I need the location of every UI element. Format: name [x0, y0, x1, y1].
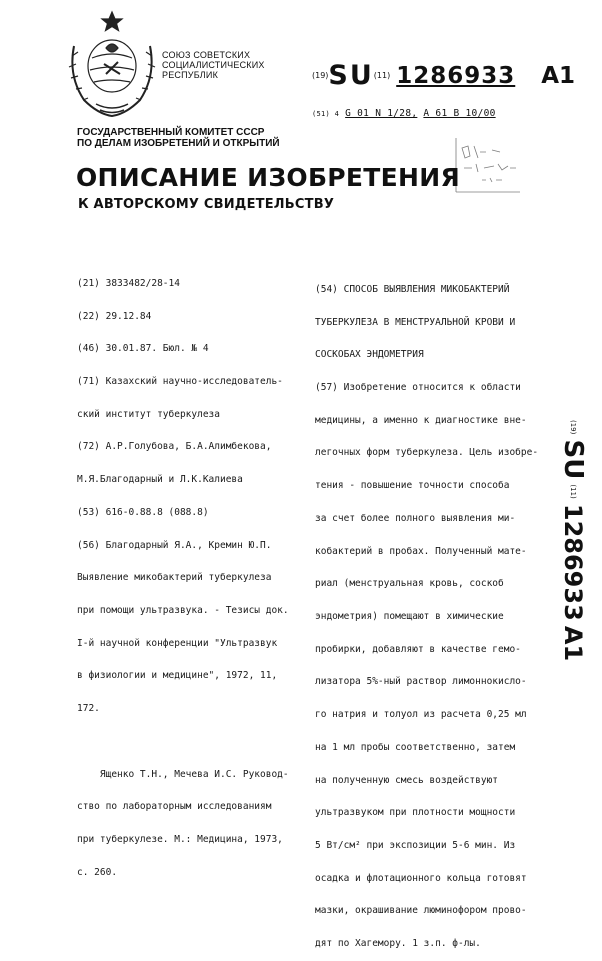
code-19: (19)	[312, 71, 329, 80]
abstract	[315, 263, 555, 961]
abstract-line: ультразвуком при плотности мощности	[315, 807, 516, 819]
spine-country-code: SU	[558, 439, 588, 480]
biblio-line	[77, 737, 309, 748]
abstract-line: го натрия и толуол из расчета 0,25 мл	[315, 709, 527, 721]
ussr-emblem-icon	[66, 8, 158, 120]
committee-line: ГОСУДАРСТВЕННЫЙ КОМИТЕТ СССР	[77, 127, 265, 138]
abstract-line: за счет более полного выявления ми-	[315, 512, 516, 524]
spine-code-19: (19)	[569, 420, 577, 435]
biblio-line: (72) А.Р.Голубова, Б.А.Алимбекова,	[77, 441, 272, 453]
biblio-line: при помощи ультразвука. - Тезисы док.	[77, 605, 289, 616]
patent-number: 1286933	[396, 62, 516, 89]
spine-number-area	[522, 420, 602, 700]
spine-code-11: (11)	[569, 484, 577, 499]
biblio-line: (71) Казахский научно-исследователь-	[77, 375, 283, 387]
abstract-line: легочных форм туберкулеза. Цель изобре-	[315, 447, 539, 459]
abstract-line: мазки, окрашивание люминофором прово-	[315, 905, 527, 917]
abstract-line: тения - повышение точности способа	[315, 480, 510, 492]
abstract-line: (54) СПОСОБ ВЫЯВЛЕНИЯ МИКОБАКТЕРИЙ	[315, 283, 510, 295]
abstract-line: дят по Хагемору. 1 з.п. ф-лы.	[315, 938, 481, 950]
spine-kind-code: A1	[559, 625, 587, 662]
kind-code: A1	[541, 62, 576, 89]
biblio-line: (22) 29.12.84	[77, 310, 152, 322]
country-line: СОЮЗ СОВЕТСКИХ	[162, 50, 251, 60]
abstract-line: СОСКОБАХ ЭНДОМЕТРИЯ	[315, 349, 424, 361]
biblio-line: при туберкулезе. М.: Медицина, 1973,	[77, 834, 283, 846]
biblio-line: (56) Благодарный Я.А., Кремин Ю.П.	[77, 539, 272, 551]
spine-patent-number: 1286933	[559, 503, 587, 621]
committee-line: ПО ДЕЛАМ ИЗОБРЕТЕНИЙ И ОТКРЫТИЙ	[77, 138, 280, 149]
ipc-class-b: A 61 B 10/00	[423, 108, 496, 119]
abstract-line: медицины, а именно к диагностике вне-	[315, 414, 527, 426]
country-line: СОЦИАЛИСТИЧЕСКИХ	[162, 60, 265, 70]
biblio-line: в физиологии и медицине", 1972, 11,	[77, 670, 278, 682]
abstract-line: на 1 мл пробы соответственно, затем	[315, 741, 516, 753]
abstract-line: (57) Изобретение относится к области	[315, 381, 521, 393]
biblio-line: ский институт туберкулеза	[77, 408, 220, 420]
library-stamp-icon	[452, 134, 524, 196]
biblio-line: Выявление микобактерий туберкулеза	[77, 572, 272, 584]
biblio-line: М.Я.Благодарный и Л.К.Калиева	[77, 474, 243, 486]
abstract-line: эндометрия) помещают в химические	[315, 611, 504, 622]
committee	[77, 127, 280, 149]
country-line: РЕСПУБЛИК	[162, 70, 219, 80]
code-51: (51) 4	[312, 110, 340, 118]
biblio-line: Ященко Т.Н., Мечева И.С. Руковод-	[77, 768, 289, 780]
abstract-line: риал (менструальная кровь, соскоб	[315, 578, 504, 590]
biblio-line: (46) 30.01.87. Бюл. № 4	[77, 343, 209, 355]
ipc-classification	[312, 108, 496, 119]
spine-number	[548, 420, 588, 696]
biblio-line: (53) 616-0.88.8 (088.8)	[77, 506, 209, 518]
bibliographic-data	[77, 257, 309, 890]
biblio-line: ство по лабораторным исследованиям	[77, 801, 272, 813]
abstract-line: 5 Вт/см² при экспозиции 5-6 мин. Из	[315, 840, 516, 852]
abstract-line: на полученную смесь воздействуют	[315, 774, 499, 786]
abstract-line: лизатора 5%-ный раствор лимоннокисло-	[315, 676, 527, 688]
ipc-class-a: G 01 N 1/28,	[345, 108, 418, 119]
abstract-line: осадка и флотационного кольца готовят	[315, 872, 527, 884]
biblio-line: 172.	[77, 703, 100, 715]
biblio-line: (21) 3833482/28-14	[77, 277, 180, 289]
document-subtitle: К АВТОРСКОМУ СВИДЕТЕЛЬСТВУ	[78, 197, 335, 212]
biblio-line: I-й научной конференции "Ультразвук	[77, 637, 278, 649]
code-11: (11)	[373, 71, 391, 80]
document-title: ОПИСАНИЕ ИЗОБРЕТЕНИЯ	[76, 163, 461, 192]
country-name	[162, 50, 272, 80]
country-code: SU	[328, 60, 374, 91]
abstract-line: ТУБЕРКУЛЕЗА В МЕНСТРУАЛЬНОЙ КРОВИ И	[315, 316, 516, 328]
abstract-line: кобактерий в пробах. Полученный мате-	[315, 545, 527, 557]
publication-number	[312, 60, 576, 92]
biblio-line: с. 260.	[77, 866, 118, 878]
abstract-line: пробирки, добавляют в качестве гемо-	[315, 643, 521, 655]
